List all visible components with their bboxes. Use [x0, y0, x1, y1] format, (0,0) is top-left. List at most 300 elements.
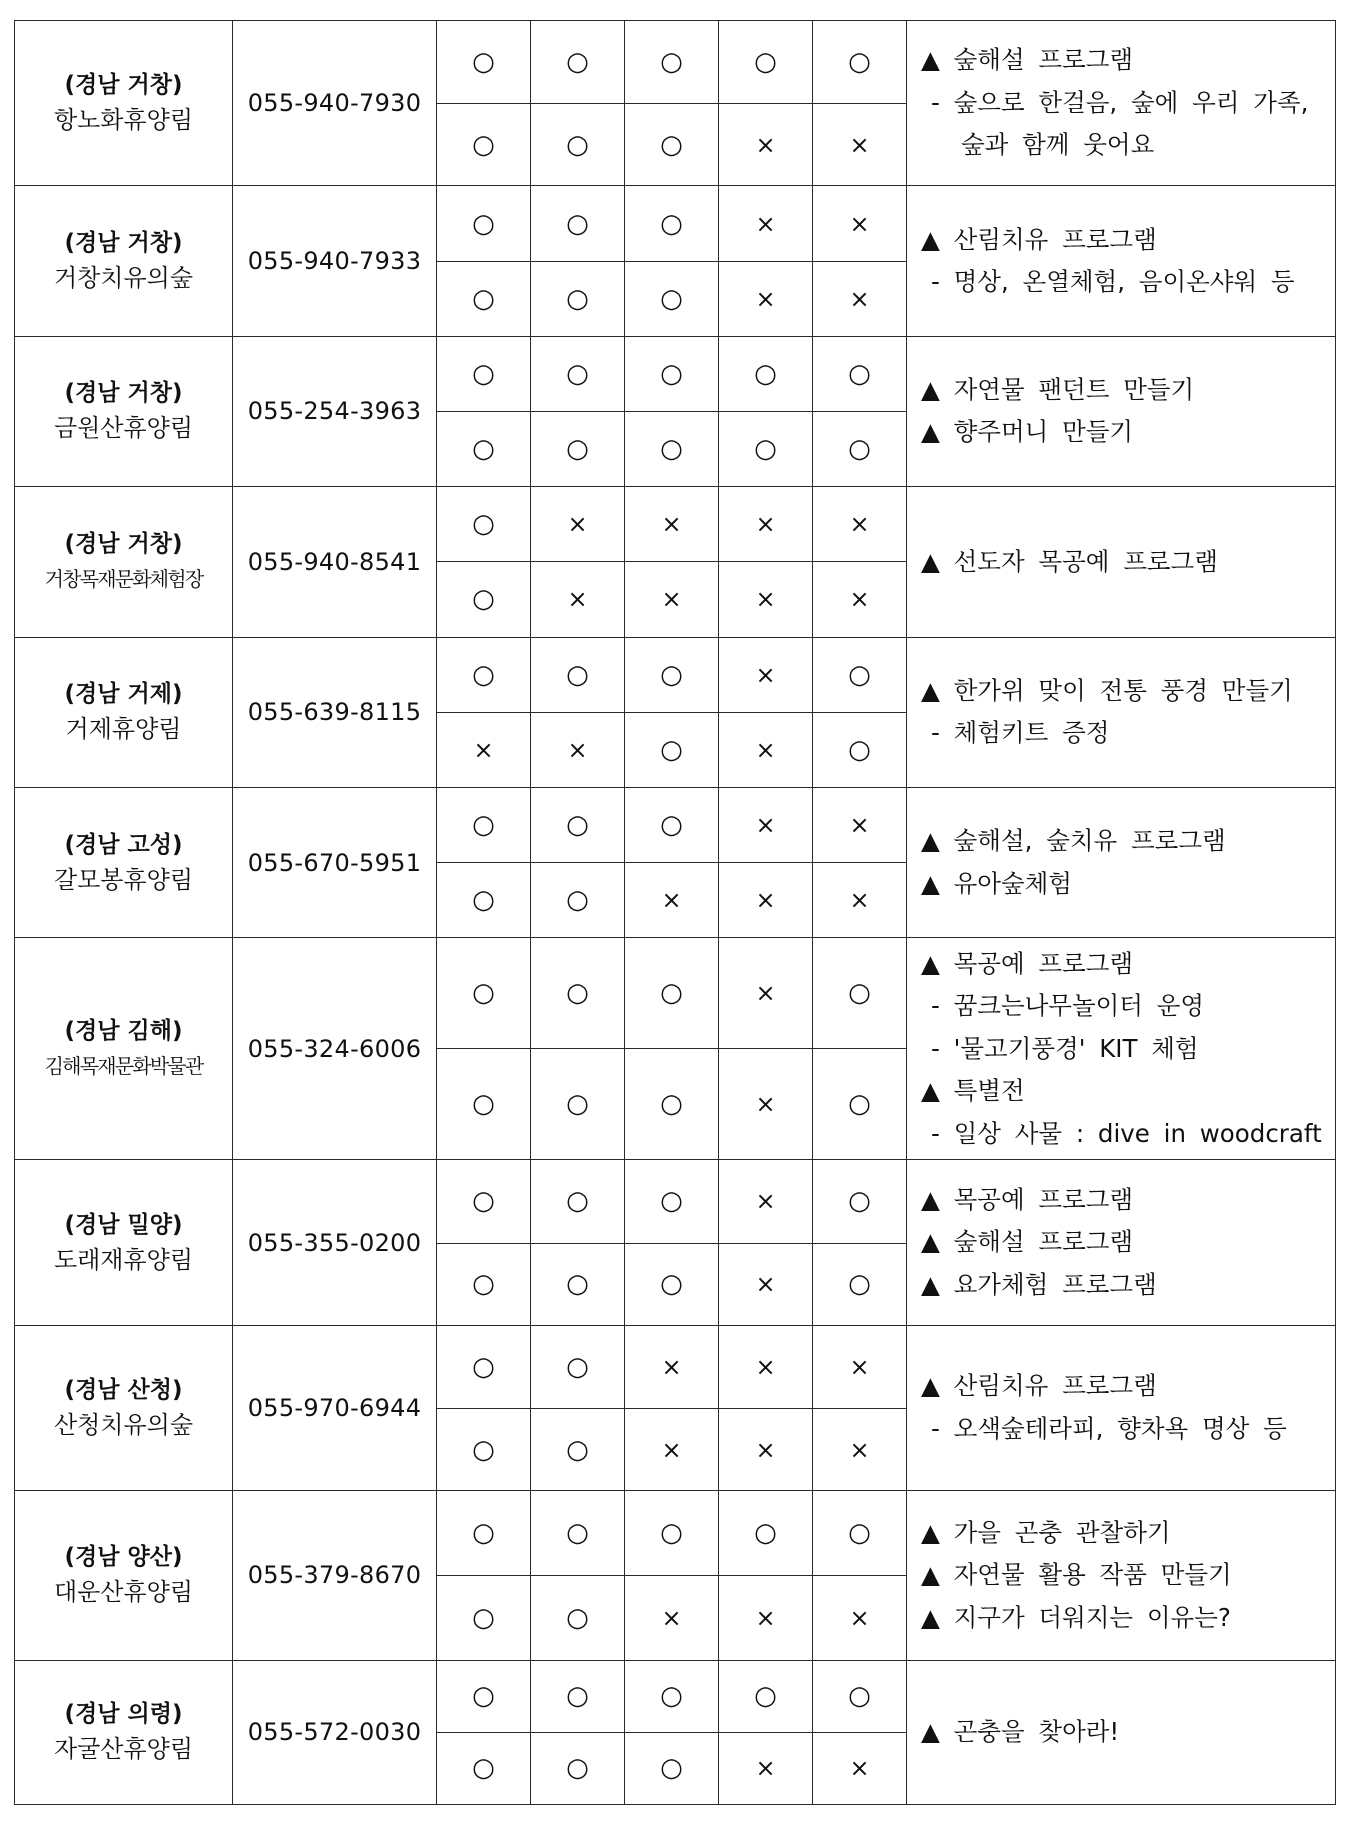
unavailable-mark: ×: [849, 811, 870, 839]
availability-cell: [719, 1576, 813, 1660]
table-row: [15, 1325, 1336, 1408]
program-item: ▲ 요가체험 프로그램: [921, 1269, 1157, 1299]
available-mark: ○: [754, 1518, 777, 1549]
program-detail: - 꿈크는나무놀이터 운영: [931, 991, 1205, 1021]
region-label: (경남 거창): [64, 230, 183, 257]
availability-cell: [625, 1160, 719, 1243]
unavailable-mark: ×: [755, 1270, 776, 1299]
availability-cell: [719, 336, 813, 411]
availability-cell: [625, 938, 719, 1049]
region-label: (경남 양산): [64, 1544, 183, 1571]
unavailable-mark: ×: [755, 1090, 776, 1119]
availability-cell: [625, 411, 719, 486]
available-mark: ○: [848, 1186, 871, 1217]
program-cell: [907, 336, 1336, 486]
availability-cell: [437, 787, 531, 862]
availability-cell: [531, 637, 625, 712]
unavailable-mark: ×: [755, 886, 776, 915]
available-mark: ○: [566, 208, 589, 239]
available-mark: ○: [472, 1753, 495, 1784]
available-mark: ○: [660, 1753, 683, 1784]
region-label: (경남 거창): [64, 72, 183, 99]
availability-cell: [531, 21, 625, 104]
availability-cell: [719, 411, 813, 486]
available-mark: ○: [660, 283, 683, 314]
availability-cell: [531, 104, 625, 186]
program-item: ▲ 숲해설, 숲치유 프로그램: [921, 826, 1226, 856]
available-mark: ○: [472, 885, 495, 916]
unavailable-mark: ×: [661, 1435, 682, 1464]
availability-cell: [625, 1408, 719, 1490]
facility-name-cell: [15, 487, 233, 637]
program-detail: 숲과 함께 웃어요: [961, 130, 1155, 160]
availability-cell: [531, 1325, 625, 1408]
available-mark: ○: [472, 810, 495, 840]
program-item: ▲ 특별전: [921, 1076, 1025, 1106]
program-item: ▲ 목공예 프로그램: [921, 948, 1134, 978]
available-mark: ○: [472, 283, 495, 314]
availability-cell: [813, 104, 907, 186]
availability-cell: [719, 1408, 813, 1490]
available-mark: ○: [754, 47, 777, 78]
unavailable-mark: ×: [755, 660, 776, 689]
availability-cell: [719, 562, 813, 637]
phone-number: 055-355-0200: [233, 1160, 437, 1325]
available-mark: ○: [566, 810, 589, 840]
program-item: ▲ 지구가 더워지는 이유는?: [921, 1602, 1231, 1632]
availability-cell: [437, 186, 531, 261]
available-mark: ○: [566, 358, 589, 389]
phone-number: 055-940-8541: [233, 487, 437, 637]
unavailable-mark: ×: [755, 735, 776, 764]
availability-cell: [437, 562, 531, 637]
available-mark: ○: [472, 1518, 495, 1549]
program-item: ▲ 목공예 프로그램: [921, 1184, 1134, 1214]
table-row: [15, 336, 1336, 411]
availability-cell: [531, 1576, 625, 1660]
availability-cell: [531, 1160, 625, 1243]
availability-cell: [813, 712, 907, 787]
available-mark: ○: [472, 1681, 495, 1712]
table-row: [15, 787, 1336, 862]
facility-name-cell: [15, 787, 233, 937]
program-detail: - 숲으로 한걸음, 숲에 우리 가족,: [931, 87, 1309, 117]
available-mark: ○: [566, 1681, 589, 1712]
available-mark: ○: [566, 978, 589, 1009]
availability-cell: [813, 1660, 907, 1732]
unavailable-mark: ×: [849, 1754, 870, 1783]
availability-cell: [625, 712, 719, 787]
availability-cell: [719, 487, 813, 562]
availability-cell: [719, 1660, 813, 1732]
available-mark: ○: [566, 885, 589, 916]
facility-name: 대운산휴양림: [53, 1578, 194, 1607]
available-mark: ○: [848, 978, 871, 1009]
available-mark: ○: [848, 358, 871, 389]
available-mark: ○: [660, 1186, 683, 1217]
availability-cell: [719, 186, 813, 261]
availability-cell: [531, 712, 625, 787]
availability-cell: [813, 637, 907, 712]
available-mark: ○: [848, 659, 871, 690]
available-mark: ○: [566, 47, 589, 78]
program-detail: - '물고기풍경' KIT 체험: [931, 1033, 1199, 1063]
phone-number: 055-940-7933: [233, 186, 437, 336]
program-cell: [907, 1325, 1336, 1490]
region-label: (경남 거제): [64, 681, 183, 708]
availability-cell: [813, 21, 907, 104]
phone-number: 055-572-0030: [233, 1660, 437, 1804]
phone-number: 055-970-6944: [233, 1325, 437, 1490]
available-mark: ○: [566, 659, 589, 690]
program-cell: [907, 637, 1336, 787]
unavailable-mark: ×: [849, 130, 870, 159]
table-row: [15, 637, 1336, 712]
available-mark: ○: [566, 1351, 589, 1382]
region-label: (경남 김해): [64, 1017, 183, 1044]
availability-cell: [813, 1049, 907, 1160]
facility-name-cell: [15, 1160, 233, 1325]
available-mark: ○: [566, 1186, 589, 1217]
unavailable-mark: ×: [849, 585, 870, 614]
facility-name-cell: [15, 1491, 233, 1660]
available-mark: ○: [848, 47, 871, 78]
unavailable-mark: ×: [849, 510, 870, 539]
phone-number: 055-324-6006: [233, 938, 437, 1160]
availability-cell: [437, 1576, 531, 1660]
availability-cell: [813, 1732, 907, 1804]
availability-cell: [437, 1732, 531, 1804]
available-mark: ○: [848, 1269, 871, 1300]
unavailable-mark: ×: [849, 1603, 870, 1632]
facility-name: 항노화휴양림: [53, 106, 194, 135]
availability-cell: [531, 411, 625, 486]
facility-name: 자굴산휴양림: [53, 1735, 194, 1764]
availability-cell: [437, 261, 531, 336]
availability-cell: [813, 938, 907, 1049]
available-mark: ○: [472, 659, 495, 690]
facility-name: 김해목재문화박물관: [44, 1053, 203, 1078]
available-mark: ○: [472, 208, 495, 239]
unavailable-mark: ×: [849, 284, 870, 313]
available-mark: ○: [848, 1518, 871, 1549]
table-row: [15, 1660, 1336, 1732]
available-mark: ○: [472, 129, 495, 160]
availability-cell: [813, 1576, 907, 1660]
unavailable-mark: ×: [755, 1754, 776, 1783]
available-mark: ○: [472, 1186, 495, 1217]
available-mark: ○: [472, 509, 495, 540]
available-mark: ○: [472, 358, 495, 389]
availability-cell: [813, 336, 907, 411]
availability-cell: [625, 1732, 719, 1804]
available-mark: ○: [660, 1681, 683, 1712]
available-mark: ○: [660, 734, 683, 765]
program-detail: - 일상 사물 : dive in woodcraft: [931, 1118, 1322, 1148]
available-mark: ○: [472, 1269, 495, 1300]
unavailable-mark: ×: [755, 585, 776, 614]
region-label: (경남 산청): [64, 1376, 183, 1403]
availability-cell: [625, 637, 719, 712]
available-mark: ○: [472, 47, 495, 78]
phone-number: 055-940-7930: [233, 21, 437, 186]
availability-cell: [437, 487, 531, 562]
availability-cell: [531, 1408, 625, 1490]
available-mark: ○: [472, 1351, 495, 1382]
available-mark: ○: [472, 1602, 495, 1633]
facility-name-cell: [15, 21, 233, 186]
availability-cell: [531, 938, 625, 1049]
availability-cell: [437, 104, 531, 186]
unavailable-mark: ×: [473, 735, 494, 764]
availability-cell: [813, 1325, 907, 1408]
unavailable-mark: ×: [849, 209, 870, 238]
program-item: ▲ 자연물 활용 작품 만들기: [921, 1560, 1232, 1590]
program-item: ▲ 유아숲체험: [921, 868, 1072, 898]
table-row: [15, 186, 1336, 261]
program-item: ▲ 산림치유 프로그램: [921, 1371, 1157, 1401]
availability-cell: [437, 637, 531, 712]
availability-cell: [531, 487, 625, 562]
availability-cell: [625, 261, 719, 336]
availability-cell: [719, 1160, 813, 1243]
facility-name-cell: [15, 938, 233, 1160]
available-mark: ○: [660, 1269, 683, 1300]
availability-cell: [625, 1576, 719, 1660]
availability-cell: [813, 1243, 907, 1325]
availability-cell: [437, 1325, 531, 1408]
availability-cell: [531, 1660, 625, 1732]
program-item: ▲ 가을 곤충 관찰하기: [921, 1517, 1171, 1547]
available-mark: ○: [472, 1434, 495, 1465]
available-mark: ○: [754, 1681, 777, 1712]
availability-cell: [813, 1160, 907, 1243]
facility-name-cell: [15, 186, 233, 336]
unavailable-mark: ×: [755, 510, 776, 539]
program-item: ▲ 한가위 맞이 전통 풍경 만들기: [921, 675, 1293, 705]
facility-name: 거창목재문화체험장: [44, 566, 203, 591]
available-mark: ○: [472, 434, 495, 465]
availability-cell: [813, 186, 907, 261]
availability-cell: [625, 21, 719, 104]
available-mark: ○: [660, 1089, 683, 1120]
availability-cell: [625, 186, 719, 261]
availability-cell: [719, 637, 813, 712]
facility-name-cell: [15, 1660, 233, 1804]
availability-cell: [531, 1732, 625, 1804]
availability-cell: [625, 1049, 719, 1160]
table-row: [15, 1160, 1336, 1243]
available-mark: ○: [660, 208, 683, 239]
availability-cell: [437, 1243, 531, 1325]
unavailable-mark: ×: [661, 1352, 682, 1381]
unavailable-mark: ×: [661, 510, 682, 539]
unavailable-mark: ×: [849, 1352, 870, 1381]
facility-name-cell: [15, 336, 233, 486]
available-mark: ○: [472, 584, 495, 615]
availability-cell: [719, 261, 813, 336]
unavailable-mark: ×: [567, 585, 588, 614]
availability-cell: [813, 411, 907, 486]
availability-cell: [625, 562, 719, 637]
phone-number: 055-379-8670: [233, 1491, 437, 1660]
availability-cell: [437, 938, 531, 1049]
unavailable-mark: ×: [849, 886, 870, 915]
availability-cell: [531, 261, 625, 336]
availability-cell: [531, 863, 625, 938]
availability-cell: [531, 336, 625, 411]
availability-cell: [437, 1660, 531, 1732]
availability-cell: [625, 1243, 719, 1325]
region-label: (경남 고성): [64, 831, 183, 858]
program-cell: [907, 1660, 1336, 1804]
availability-cell: [437, 712, 531, 787]
available-mark: ○: [566, 1518, 589, 1549]
available-mark: ○: [566, 1269, 589, 1300]
available-mark: ○: [754, 434, 777, 465]
availability-cell: [625, 104, 719, 186]
facility-name-cell: [15, 1325, 233, 1490]
region-label: (경남 밀양): [64, 1211, 183, 1238]
program-cell: [907, 1491, 1336, 1660]
program-item: ▲ 자연물 팬던트 만들기: [921, 374, 1195, 404]
available-mark: ○: [660, 1518, 683, 1549]
available-mark: ○: [566, 129, 589, 160]
unavailable-mark: ×: [755, 1187, 776, 1216]
availability-cell: [437, 1491, 531, 1576]
availability-cell: [437, 21, 531, 104]
availability-cell: [437, 1160, 531, 1243]
region-label: (경남 의령): [64, 1701, 183, 1728]
unavailable-mark: ×: [755, 284, 776, 313]
program-cell: [907, 1160, 1336, 1325]
region-label: (경남 거창): [64, 380, 183, 407]
availability-cell: [813, 261, 907, 336]
unavailable-mark: ×: [755, 1603, 776, 1632]
availability-cell: [437, 1408, 531, 1490]
available-mark: ○: [472, 978, 495, 1009]
availability-cell: [625, 1491, 719, 1576]
program-detail: - 오색숲테라피, 향차욕 명상 등: [931, 1413, 1287, 1443]
facility-name: 거제휴양림: [65, 715, 182, 744]
program-item: ▲ 산림치유 프로그램: [921, 224, 1157, 254]
availability-cell: [531, 1491, 625, 1576]
available-mark: ○: [566, 283, 589, 314]
availability-cell: [719, 938, 813, 1049]
unavailable-mark: ×: [755, 979, 776, 1008]
unavailable-mark: ×: [567, 510, 588, 539]
availability-cell: [719, 1732, 813, 1804]
availability-cell: [813, 787, 907, 862]
availability-cell: [625, 1325, 719, 1408]
available-mark: ○: [566, 1753, 589, 1784]
availability-cell: [813, 1408, 907, 1490]
unavailable-mark: ×: [661, 1603, 682, 1632]
availability-cell: [719, 1049, 813, 1160]
program-item: ▲ 향주머니 만들기: [921, 417, 1134, 447]
available-mark: ○: [848, 434, 871, 465]
table-row: [15, 1491, 1336, 1576]
unavailable-mark: ×: [661, 585, 682, 614]
available-mark: ○: [660, 659, 683, 690]
phone-number: 055-639-8115: [233, 637, 437, 787]
facility-name: 산청치유의숲: [53, 1410, 194, 1439]
available-mark: ○: [566, 1434, 589, 1465]
available-mark: ○: [660, 434, 683, 465]
unavailable-mark: ×: [755, 811, 776, 839]
availability-cell: [719, 21, 813, 104]
availability-cell: [719, 863, 813, 938]
available-mark: ○: [848, 734, 871, 765]
available-mark: ○: [660, 129, 683, 160]
availability-cell: [625, 487, 719, 562]
program-cell: [907, 21, 1336, 186]
facility-name: 금원산휴양림: [53, 414, 194, 443]
available-mark: ○: [660, 47, 683, 78]
program-detail: - 체험키트 증정: [931, 718, 1110, 748]
unavailable-mark: ×: [755, 209, 776, 238]
availability-cell: [625, 863, 719, 938]
unavailable-mark: ×: [661, 886, 682, 915]
table-body: [15, 21, 1336, 1805]
availability-cell: [437, 336, 531, 411]
availability-cell: [437, 863, 531, 938]
availability-cell: [813, 487, 907, 562]
unavailable-mark: ×: [755, 1352, 776, 1381]
availability-cell: [719, 1491, 813, 1576]
available-mark: ○: [660, 358, 683, 389]
program-detail: - 명상, 온열체험, 음이온샤워 등: [931, 267, 1295, 297]
program-item: ▲ 숲해설 프로그램: [921, 45, 1134, 75]
program-cell: [907, 938, 1336, 1160]
phone-number: 055-670-5951: [233, 787, 437, 937]
program-item: ▲ 숲해설 프로그램: [921, 1227, 1134, 1257]
available-mark: ○: [848, 1681, 871, 1712]
program-item: ▲ 선도자 목공예 프로그램: [921, 546, 1218, 576]
facility-name: 도래재휴양림: [53, 1245, 194, 1274]
availability-cell: [625, 787, 719, 862]
available-mark: ○: [566, 434, 589, 465]
availability-cell: [719, 1325, 813, 1408]
program-cell: [907, 186, 1336, 336]
program-cell: [907, 787, 1336, 937]
unavailable-mark: ×: [567, 735, 588, 764]
region-label: (경남 거창): [64, 530, 183, 557]
availability-cell: [531, 787, 625, 862]
facility-name: 거창치유의숲: [53, 264, 194, 293]
facility-name-cell: [15, 637, 233, 787]
availability-cell: [719, 712, 813, 787]
table-row: [15, 487, 1336, 562]
availability-cell: [719, 1243, 813, 1325]
availability-cell: [813, 863, 907, 938]
table-row: [15, 21, 1336, 104]
available-mark: ○: [848, 1089, 871, 1120]
availability-cell: [719, 104, 813, 186]
availability-cell: [531, 186, 625, 261]
availability-cell: [531, 562, 625, 637]
availability-cell: [531, 1049, 625, 1160]
available-mark: ○: [472, 1089, 495, 1120]
availability-cell: [813, 1491, 907, 1576]
unavailable-mark: ×: [755, 1435, 776, 1464]
table-row: [15, 938, 1336, 1049]
program-item: ▲ 곤충을 찾아라!: [921, 1717, 1120, 1747]
availability-cell: [813, 562, 907, 637]
facility-name: 갈모봉휴양림: [53, 865, 194, 894]
availability-cell: [625, 1660, 719, 1732]
available-mark: ○: [660, 810, 683, 840]
